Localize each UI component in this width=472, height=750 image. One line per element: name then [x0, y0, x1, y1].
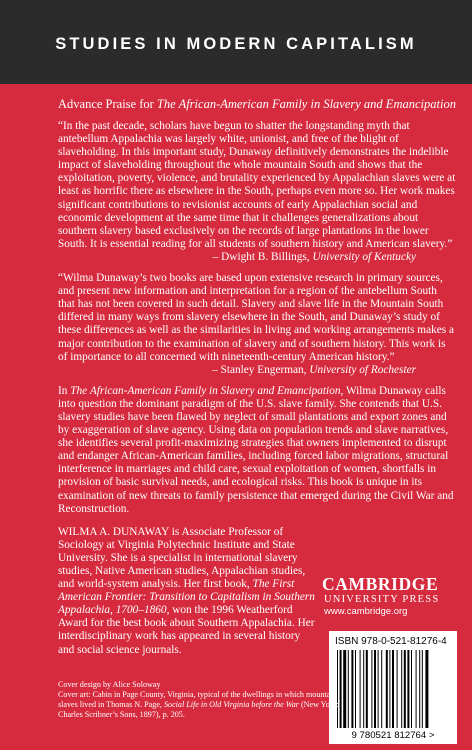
cover-design-credit: Cover design by Alice Soloway [58, 680, 161, 689]
praise-intro: Advance Praise for [58, 97, 157, 111]
quote-attribution [58, 251, 456, 264]
description-body: , Wilma Dunaway calls into question the dominant paradigm of the U.S. slave family. She contends that U.S. slavery studies have been flawed by neglect of small plantations and export zones and by exaggeration of slave agency. Using data on population trends and slave narratives, she identifies several profit-maximizing strategies that owners implemented to disrupt and endanger African-American families, including forced labor migrations, structural interference in marriages and child care, sexual exploitation of women, shortfalls in provision of basic survival needs, and ecological risks. This book is unique in its examination of new threats to family persistence that emerged during the Civil War and Reconstruction. [58, 384, 454, 515]
quote-text: “Wilma Dunaway’s two books are based upon extensive research in primary sources, and present new information and interpretation for a region of the antebellum South that has not been covered in such detail. Slavery and slave life in the Mountain South differed in many ways from slavery elsewhere in the South, and Dunaway’s study of these differences as well as the similarities in living and working arrangements makes a major contribution to the examination of slavery and of southern history. This work is of importance to all concerned with nineteenth-century American history.” [58, 272, 455, 363]
cover-credits [58, 680, 358, 720]
praise-book-title: The African-American Family in Slavery and Emancipation [156, 97, 456, 111]
endorsement-quote [58, 120, 456, 264]
description-lead: In [58, 384, 71, 397]
quote-author: – Dwight B. Billings, [212, 250, 313, 263]
isbn-label: ISBN 978-0-521-81276-4 [335, 636, 447, 647]
publisher-press: UNIVERSITY PRESS [324, 594, 440, 605]
bio-text-end: , won the 1996 Weatherford Award for the best book about Southern Appalachia. Her interdisciplinary work has appeared in several history and social science journals. [58, 604, 315, 656]
publisher-url: www.cambridge.org [324, 606, 408, 617]
back-cover-text [58, 96, 456, 657]
cover-art-source-title: Social Life in Old Virginia before the War [163, 700, 299, 709]
quote-affiliation: University of Rochester [309, 363, 416, 376]
quote-text: “In the past decade, scholars have begun to shatter the longstanding myth that antebellum Appalachia was largely white, unionist, and free of the blight of slaveholding. In this important study, Dunaway definitively demonstrates the indelible impact of slaveholding throughout the whole mountain South and shows that the exploitation, poverty, violence, and brutality experienced by Appalachian slaves were at least as horrific there as elsewhere in the South, perhaps even more so. Her work makes significant contributions to revisionist accounts of early Appalachian social and economic development at the same time that it challenges generalizations about southern slavery based exclusively on the records of large plantations in the lower South. It is essential reading for all students of southern history and American slavery.” [58, 120, 456, 250]
bio-text: WILMA A. DUNAWAY is Associate Professor of Sociology at Virginia Polytechnic Institute and State University. She is a specialist in international slavery studies, Native American studies, Appalachian studies, and world-system analysis. Her first book, [58, 525, 306, 591]
author-bio [58, 526, 316, 657]
praise-heading [58, 96, 456, 112]
description-title: The African-American Family in Slavery and Emancipation [70, 384, 341, 397]
series-title: STUDIES IN MODERN CAPITALISM [55, 35, 417, 53]
cover-art-credit [58, 690, 358, 720]
quote-affiliation: University of Kentucky [312, 250, 416, 263]
publisher-logo [322, 575, 462, 618]
series-band [0, 0, 472, 84]
publisher-name: CAMBRIDGE [322, 574, 439, 594]
book-description [58, 385, 456, 516]
quote-attribution [58, 364, 456, 377]
endorsement-quote [58, 272, 456, 377]
barcode-number: 9 780521 812764 > [351, 730, 435, 741]
cover-art-text-end: (New York: Charles Scribner’s Sons, 1897), p. 205. [58, 700, 339, 719]
cover-art-text: Cover art: Cabin in Page County, Virginia, typical of the dwellings in which mountain slaves lived in Thomas N. Page, [58, 690, 337, 709]
quote-author: – Stanley Engerman, [212, 363, 310, 376]
bio-book-title: The First American Frontier: Transition to Capitalism in Southern Appalachia, 1700–1860 [58, 578, 315, 617]
